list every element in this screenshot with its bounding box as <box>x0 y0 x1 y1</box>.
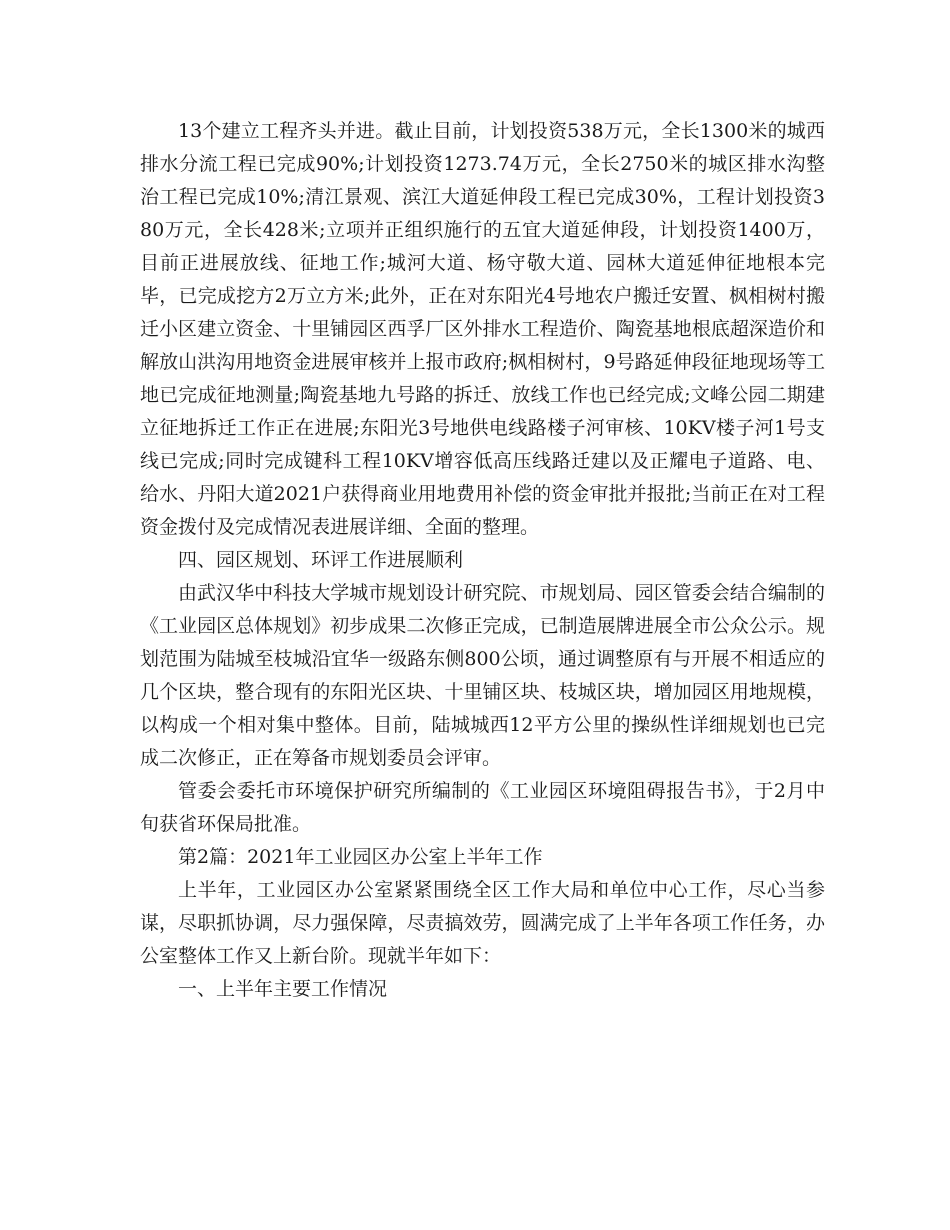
section-heading-planning: 四、园区规划、环评工作进展顺利 <box>178 549 464 571</box>
section-heading-main-work: 一、上半年主要工作情况 <box>178 978 388 1000</box>
document-body <box>140 115 825 1006</box>
paragraph-project-progress: 13个建立工程齐头并进。截止目前，计划投资538万元，全长1300米的城西排水分流工程已完成90%;计划投资1273.74万元，全长2750米的城区排水沟整治工程已完成10%;清江景观、滨江大道延伸段工程已完成30%，工程计划投资380万元，全长428米;立项并正组织施行的五宜大道延伸段，计划投资1400万，目前正进展放线、征地工作;城河大道、杨守敬大道、园林大道延伸征地根本完毕，已完成挖方2万立方米;此外，正在对东阳光4号地农户搬迁安置、枫相树村搬迁小区建立资金、十里铺园区西孚厂区外排水工程造价、陶瓷基地根底超深造价和解放山洪沟用地资金进展审核并上报市政府;枫相树村，9号路延伸段征地现场等工地已完成征地测量;陶瓷基地九号路的拆迁、放线工作也已经完成;文峰公园二期建立征地拆迁工作正在进展;东阳光3号地供电线路楼子河审核、10KV楼子河1号支线已完成;同时完成键科工程10KV增容低高压线路迁建以及正耀电子道路、电、给水、丹阳大道2021户获得商业用地费用补偿的资金审批并报批;当前正在对工程资金拨付及完成情况表进展详细、全面的整理。 <box>140 120 825 538</box>
paragraph-environment-report: 管委会委托市环境保护研究所编制的《工业园区环境阻碍报告书》，于2月中旬获省环保局批准。 <box>140 780 825 835</box>
paragraph-office-summary: 上半年，工业园区办公室紧紧围绕全区工作大局和单位中心工作，尽心当参谋，尽职抓协调，尽力强保障，尽责搞效劳，圆满完成了上半年各项工作任务，办公室整体工作又上新台阶。现就半年如下： <box>140 879 825 967</box>
paragraph-master-plan: 由武汉华中科技大学城市规划设计研究院、市规划局、园区管委会结合编制的《工业园区总体规划》初步成果二次修正完成，已制造展牌进展全市公众公示。规划范围为陆城至枝城沿宜华一级路东侧800公顷，通过调整原有与开展不相适应的几个区块，整合现有的东阳光区块、十里铺区块、枝城区块，增加园区用地规模，以构成一个相对集中整体。目前，陆城城西12平方公里的操纵性详细规划也已完成二次修正，正在筹备市规划委员会评审。 <box>140 582 825 769</box>
article-title: 第2篇：2021年工业园区办公室上半年工作 <box>178 846 543 868</box>
